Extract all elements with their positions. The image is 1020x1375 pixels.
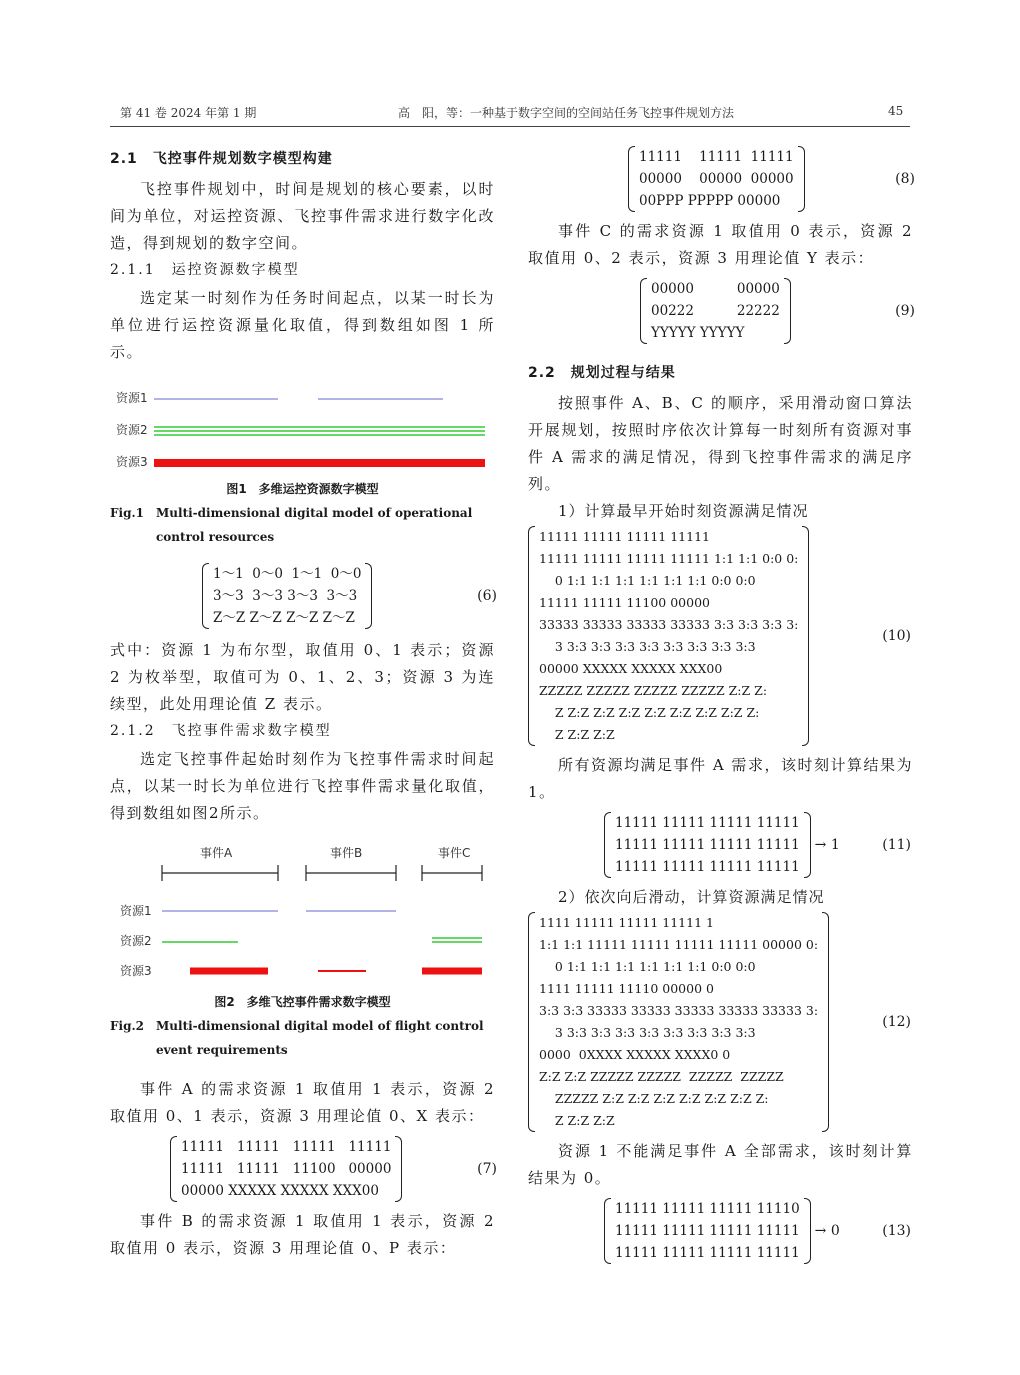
running-title: 高 阳，等：一种基于数字空间的空间站任务飞控事件规划方法 (398, 106, 735, 120)
fig1-tag: Fig.1 (110, 506, 144, 520)
eq11-rows: 11111 11111 11111 11111 11111 11111 11111 11111 11111 11111 11111 11111 (615, 815, 800, 875)
equation-9 (640, 278, 913, 344)
paragraph: 选定飞控事件起始时刻作为飞控事件需求时间起点，以某一时长为单位进行飞控事件需求量化取值，得到数组如图2所示。 (110, 750, 495, 822)
eq12-number: (12) (882, 1014, 911, 1030)
header-rule (110, 126, 910, 127)
section-2-1-2-title: 2.1.2 飞控事件需求数字模型 (110, 723, 332, 739)
fig1-en-text: Multi-dimensional digital model of operational control resources (156, 506, 473, 544)
paragraph: 按照事件 A、B、C 的顺序，采用滑动窗口算法开展规划，按照时序依次计算每一时刻所有资源对事件 A 需求的满足情况，得到飞控事件需求的满足序列。 (528, 394, 913, 493)
figure-2-caption-en (110, 1014, 495, 1062)
equation-11 (604, 812, 913, 878)
eq6-rows: 1～1 0～0 1～1 0～0 3～3 3～3 3～3 3～3 Z～Z Z～Z Z～Z Z～Z (213, 566, 362, 626)
fig2-label-2: 资源2 (120, 934, 152, 948)
eq13-result: → 0 (814, 1223, 840, 1239)
eq13-rows: 11111 11111 11111 11110 11111 11111 11111 11111 11111 11111 11111 11111 (615, 1201, 800, 1261)
eq11-number: (11) (882, 837, 911, 853)
section-2-2-title: 2.2 规划过程与结果 (528, 365, 676, 381)
right-column (528, 146, 913, 1270)
equation-13 (604, 1198, 913, 1264)
paragraph: 所有资源均满足事件 A 需求，该时刻计算结果为1。 (528, 756, 913, 801)
journal-issue: 第 41 卷 2024 年第 1 期 (120, 106, 257, 120)
left-column (110, 148, 495, 1262)
fig2-event-b: 事件B (330, 846, 363, 860)
eq7-rows: 11111 11111 11111 11111 11111 11111 11100 00000 00000 XXXXX XXXXX XXX00 (181, 1139, 392, 1199)
fig2-event-a: 事件A (200, 846, 233, 860)
paragraph: 事件 B 的需求资源 1 取值用 1 表示，资源 2 取值用 0 表示，资源 3 用理论值 0、P 表示： (110, 1212, 495, 1257)
eq8-rows: 11111 11111 11111 00000 00000 00000 00PPP PPPPP 00000 (639, 149, 794, 209)
page-number: 45 (888, 104, 904, 118)
equation-10 (528, 526, 913, 746)
paragraph: 选定某一时刻作为任务时间起点，以某一时长为单位进行运控资源量化取值，得到数组如图 1 所示。 (110, 289, 495, 361)
eq11-result: → 1 (814, 837, 840, 853)
figure-1 (110, 374, 495, 474)
fig1-label-2: 资源2 (116, 423, 148, 437)
eq9-rows: 00000 00000 00222 22222 YYYYY YYYYY (651, 281, 780, 341)
eq12-rows: 1111 11111 11111 11111 1 1:1 1:1 11111 11111 11111 11111 00000 0: 0 1:1 1:1 1:1 1:1 1:1 1:1 0:0 0:0 1111 11111 11110 00000 0 3:3 3:3 33333 33333 33333 33333 33333 3: 3 3:3 3:3 3:3 3:3 3:3 3:3 3:3 3:3 0000 0XXXX XXXXX XXXX0 0 Z:Z Z:Z ZZZZZ ZZZZZ ZZZZZ ZZZZZ ZZZZZ Z:Z Z:Z Z:Z Z:Z Z:Z Z:Z Z: Z Z:Z Z:Z (539, 915, 819, 1128)
fig2-event-c: 事件C (438, 846, 471, 860)
fig2-timeline (162, 865, 482, 881)
step-1: 1）计算最早开始时刻资源满足情况 (558, 502, 809, 520)
equation-12 (528, 912, 913, 1132)
fig1-label-1: 资源1 (116, 391, 148, 405)
paragraph: 事件 C 的需求资源 1 取值用 0 表示，资源 2 取值用 0、2 表示，资源 3 用理论值 Y 表示： (528, 222, 913, 267)
fig1-label-3: 资源3 (116, 455, 148, 469)
fig2-label-3: 资源3 (120, 964, 152, 978)
eq10-number: (10) (882, 628, 911, 644)
eq8-number: (8) (895, 171, 915, 187)
fig2-en-text: Multi-dimensional digital model of flight control event requirements (156, 1019, 484, 1057)
eq9-number: (9) (895, 303, 915, 319)
paragraph: 飞控事件规划中，时间是规划的核心要素，以时间为单位，对运控资源、飞控事件需求进行数字化改造，得到规划的数字空间。 (110, 180, 495, 252)
figure-2 (110, 837, 495, 987)
step-2: 2）依次向后滑动，计算资源满足情况 (558, 888, 825, 906)
eq7-number: (7) (477, 1161, 497, 1177)
section-2-1-1-title: 2.1.1 运控资源数字模型 (110, 262, 300, 278)
figure-1-caption-en (110, 501, 495, 549)
section-2-1-title: 2.1 飞控事件规划数字模型构建 (110, 151, 333, 167)
equation-7 (170, 1136, 495, 1202)
figure-1-caption: 图1 多维运控资源数字模型 (226, 482, 379, 496)
eq6-number: (6) (477, 588, 497, 604)
paragraph: 事件 A 的需求资源 1 取值用 1 表示，资源 2 取值用 0、1 表示，资源 3 用理论值 0、X 表示： (110, 1080, 495, 1125)
equation-6 (202, 563, 495, 629)
equation-8 (628, 146, 913, 212)
figure-2-caption: 图2 多维飞控事件需求数字模型 (214, 995, 391, 1009)
paragraph: 式中：资源 1 为布尔型，取值用 0、1 表示；资源 2 为枚举型，取值可为 0、1、2、3；资源 3 为连续型，此处用理论值 Z 表示。 (110, 641, 495, 713)
eq10-rows: 11111 11111 11111 11111 11111 11111 11111 11111 1:1 1:1 0:0 0: 0 1:1 1:1 1:1 1:1 1:1 1:1 0:0 0:0 11111 11111 11100 00000 33333 33333 33333 33333 3:3 3:3 3:3 3: 3 3:3 3:3 3:3 3:3 3:3 3:3 3:3 3:3 00000 XXXXX XXXXX XXX00 ZZZZZ ZZZZZ ZZZZZ ZZZZZ Z:Z Z: Z Z:Z Z:Z Z:Z Z:Z Z:Z Z:Z Z:Z Z: Z Z:Z Z:Z (539, 529, 799, 742)
eq13-number: (13) (882, 1223, 911, 1239)
paragraph: 资源 1 不能满足事件 A 全部需求，该时刻计算结果为 0。 (528, 1142, 913, 1187)
fig2-label-1: 资源1 (120, 904, 152, 918)
fig2-tag: Fig.2 (110, 1019, 144, 1033)
